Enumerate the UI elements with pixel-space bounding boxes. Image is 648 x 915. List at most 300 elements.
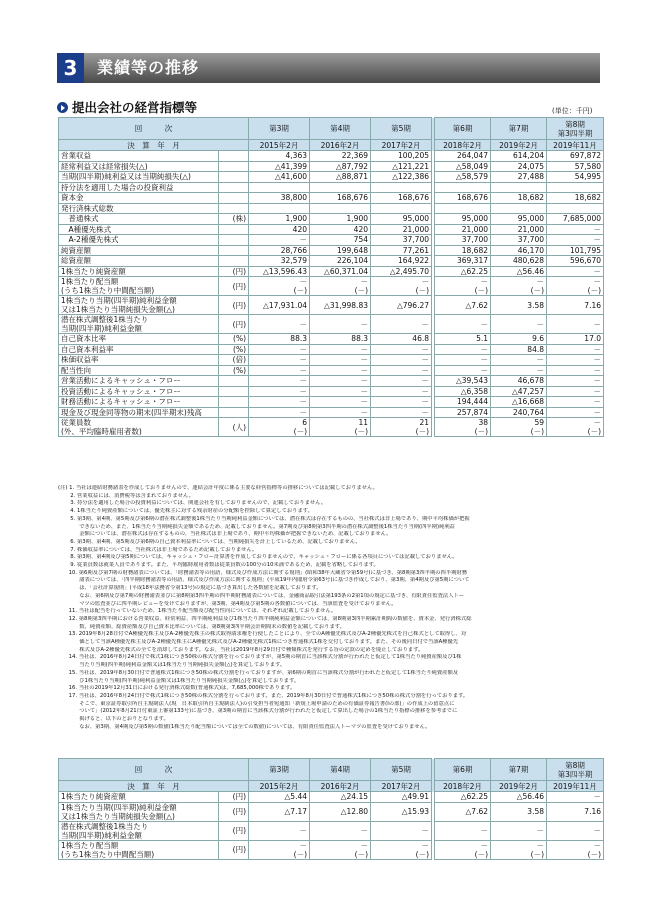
adjusted-value: △5.44 — [249, 792, 310, 803]
footnote-line: 16. 当社の2019年12月31日における発行済株式総数(普通株式)は、7,685,000株であります。 — [58, 685, 296, 692]
indicator-value: － — [310, 365, 371, 376]
adjusted-label: 1株当たり純資産額 — [59, 792, 219, 803]
indicator-value: 257,874 — [435, 407, 491, 418]
footnote-line: 17. 当社は、2016年8月24日付で株式1株につき50株の株式分割を行っております。また、2019年8月30日付で普通株式1株につき50株の株式分割を行っております。 — [58, 692, 469, 699]
adjusted-value: △62.25 — [435, 792, 491, 803]
indicator-value: △7.62 — [435, 296, 491, 315]
indicator-label: 財務活動によるキャッシュ・フロー — [59, 397, 219, 408]
indicator-value: － — [547, 365, 604, 376]
table-row — [59, 266, 604, 277]
indicator-value: － — [547, 344, 604, 355]
indicator-label: 資本金 — [59, 193, 219, 204]
column-header: 第4期 — [310, 118, 371, 140]
indicator-label: 投資活動によるキャッシュ・フロー — [59, 386, 219, 397]
indicator-value — [249, 182, 310, 193]
indicator-value: △56.46 — [491, 266, 547, 277]
indicator-value: － — [310, 397, 371, 408]
adjusted-label: 潜在株式調整後1株当たり 当期(四半期)純利益金額 — [59, 821, 219, 840]
adjusted-unit: (円) — [219, 821, 249, 840]
table-row — [59, 821, 604, 840]
indicator-label: 発行済株式総数 — [59, 203, 219, 214]
footnote-line: (注) 1. 当社は連結財務諸表を作成しておりませんので、連結会計年度に係る主要な経営指標等の推移については記載しておりません。 — [58, 485, 378, 491]
table-row — [59, 365, 604, 376]
table-row — [59, 355, 604, 366]
date-cell: 2015年2月 — [249, 140, 310, 151]
indicator-label: 従業員数 (外、平均臨時雇用者数) — [59, 418, 219, 437]
indicator-value: － — [249, 355, 310, 366]
indicator-value: 100,205 — [371, 151, 432, 162]
footnote-line: 6. 第3期、第4期、第5期及び第6期の自己資本利益率については、当期純損失を計上しているため、記載しておりません。 — [58, 538, 361, 545]
adjusted-value: － (－) — [249, 840, 310, 859]
indicator-value: △6,358 — [435, 386, 491, 397]
indicator-value — [491, 182, 547, 193]
period-header: 回 次 — [59, 118, 249, 140]
footnote-line: 3. 持分法を適用した場合の投資利益については、関連会社を有しておりませんので、記載しておりません。 — [58, 500, 327, 507]
indicator-value: － — [547, 235, 604, 246]
date-cell: 2016年2月 — [310, 781, 371, 792]
indicator-value: － — [249, 315, 310, 334]
column-header: 第6期 — [435, 118, 491, 140]
footnote-line: 掲げると、以下のとおりとなります。 — [58, 716, 169, 723]
indicator-unit: (%) — [219, 344, 249, 355]
indicator-value: 57,580 — [547, 161, 604, 172]
indicator-label: A種優先株式 — [59, 224, 219, 235]
indicator-value: 21,000 — [435, 224, 491, 235]
indicator-value: － (－) — [547, 418, 604, 437]
footnote-line: 7. 株価収益率については、当社株式は非上場であるため記載しておりません。 — [58, 546, 258, 553]
table-row — [59, 245, 604, 256]
indicator-value: － — [435, 365, 491, 376]
column-header: 第7期 — [491, 118, 547, 140]
adjusted-value: － — [371, 821, 432, 840]
table-row — [59, 802, 604, 821]
indicator-value: 46,170 — [491, 245, 547, 256]
adjusted-value: － — [435, 821, 491, 840]
indicator-value: － — [547, 355, 604, 366]
indicator-value — [435, 203, 491, 214]
unit-label: (単位：千円) — [552, 107, 593, 115]
footnote-line: なお、第6期及び第7期の財務諸表並びに第8期第3四半期の四半期財務諸表については、金融商品取引法第193条の2第1項の規定に基づき、有限責任監査法人トー — [58, 592, 465, 599]
indicator-value: － — [310, 344, 371, 355]
indicator-unit — [219, 224, 249, 235]
indicator-value: － — [249, 386, 310, 397]
indicator-value: △58,579 — [435, 172, 491, 183]
indicator-value: △121,221 — [371, 161, 432, 172]
indicator-value: △13,596.43 — [249, 266, 310, 277]
indicator-value: 3.58 — [491, 296, 547, 315]
indicator-value — [249, 203, 310, 214]
adjusted-value: △49.91 — [371, 792, 432, 803]
adjusted-value: － (－) — [491, 840, 547, 859]
adjusted-value: － (－) — [371, 840, 432, 859]
indicator-value: 101,795 — [547, 245, 604, 256]
financial-indicators-table — [58, 117, 604, 437]
date-cell: 2019年11月 — [547, 781, 604, 792]
indicator-value: 37,700 — [371, 235, 432, 246]
indicator-value: － — [249, 397, 310, 408]
table-row — [59, 315, 604, 334]
footnote-line: 13. 2019年8月28日付でA種優先株主及びA-2種優先株主の株式取得請求権を行使したことにより、全てのA種優先株式及びA-2種優先株式を自己株式として取得し、対 — [58, 631, 467, 638]
indicator-value: － (－) — [371, 277, 432, 296]
indicator-value: 168,676 — [371, 193, 432, 204]
indicator-value: 7.16 — [547, 296, 604, 315]
indicator-value: － (－) — [491, 277, 547, 296]
indicator-label: 持分法を適用した場合の投資利益 — [59, 182, 219, 193]
footnote-line: 金額については、潜在株式は存在するものの、当社株式は非上場であり、期中平均株価が把握できないため、記載しておりません。 — [58, 531, 392, 538]
indicator-unit: (円) — [219, 277, 249, 296]
indicator-value: 168,676 — [435, 193, 491, 204]
table-row — [59, 397, 604, 408]
footnote-line: 価として当該A種優先株主及びA-2種優先株主にA種優先株式及びA-2種優先株式1株につき普通株式1株を交付しております。また、その後同日付で当該A種優先 — [58, 639, 459, 646]
adjusted-value: － (－) — [547, 840, 604, 859]
indicator-label: 営業活動によるキャッシュ・フロー — [59, 376, 219, 387]
adjusted-value: △7.62 — [435, 802, 491, 821]
adjusted-value: － (－) — [435, 840, 491, 859]
column-header: 第7期 — [491, 759, 547, 781]
indicator-value: 369,317 — [435, 256, 491, 267]
indicator-value: － — [249, 235, 310, 246]
indicator-value: － — [310, 355, 371, 366]
footnote-line: 10. 第6期及び第7期の財務諸表については、「財務諸表等の用語、様式及び作成方法に関する規則」(昭和38年大蔵省令第59号)に基づき、第8期第3四半期の四半期財務 — [58, 569, 468, 576]
adjusted-value: － — [547, 821, 604, 840]
indicator-value: 18,682 — [547, 193, 604, 204]
indicator-value: 4,363 — [249, 151, 310, 162]
footnote-line: 5. 第3期、第4期、第5期及び第6期の潜在株式調整後1株当たり当期純利益金額については、潜在株式は存在するものの、当社株式は非上場であり、期中平均株価が把握 — [58, 515, 470, 522]
adjusted-label: 1株当たり当期(四半期)純利益金額 又は1株当たり当期純損失金額(△) — [59, 802, 219, 821]
date-cell: 2016年2月 — [310, 140, 371, 151]
indicator-value — [371, 182, 432, 193]
indicator-label: 現金及び現金同等物の期末(四半期末)残高 — [59, 407, 219, 418]
indicator-value: － (－) — [547, 277, 604, 296]
date-cell: 2018年2月 — [435, 781, 491, 792]
indicator-value: △41,399 — [249, 161, 310, 172]
indicator-value: △2,495.70 — [371, 266, 432, 277]
indicator-value — [547, 182, 604, 193]
indicator-value — [435, 182, 491, 193]
table-row — [59, 296, 604, 315]
date-cell: 2018年2月 — [435, 140, 491, 151]
indicator-value: － — [435, 315, 491, 334]
column-header: 第5期 — [371, 759, 432, 781]
indicator-unit — [219, 161, 249, 172]
indicator-value: － — [371, 355, 432, 366]
indicator-value: 1,900 — [249, 214, 310, 225]
indicator-value: 95,000 — [435, 214, 491, 225]
subsection-title — [57, 98, 197, 116]
indicator-value: △39,543 — [435, 376, 491, 387]
column-header: 第4期 — [310, 759, 371, 781]
footnote-line: できないため、また、1株当たり当期純損失金額であるため、記載しておりません。第7期及び第8期第3四半期の潜在株式調整後1株当たり当期(四半期)純利益 — [58, 523, 455, 530]
indicator-value: △87,792 — [310, 161, 371, 172]
indicator-value: 18,682 — [435, 245, 491, 256]
indicator-value: － — [491, 355, 547, 366]
adjusted-value: － — [491, 821, 547, 840]
indicator-value — [310, 203, 371, 214]
indicator-value: 1,900 — [310, 214, 371, 225]
indicator-unit: (円) — [219, 315, 249, 334]
indicator-value: 18,682 — [491, 193, 547, 204]
column-header: 第8期 第3四半期 — [547, 759, 604, 781]
indicator-value: 264,047 — [435, 151, 491, 162]
indicator-label: 営業収益 — [59, 151, 219, 162]
indicator-value: 7,685,000 — [547, 214, 604, 225]
indicator-unit: (%) — [219, 334, 249, 345]
indicator-value: 22,369 — [310, 151, 371, 162]
footnote-line: は、「会社計算規則」(平成18年法務省令第13号)の規定に基づき算出した各数値を記載しております。 — [58, 585, 322, 592]
indicator-value: 59 (－) — [491, 418, 547, 437]
indicator-value: － — [249, 407, 310, 418]
indicator-value: △60,371.04 — [310, 266, 371, 277]
adjusted-value: △12.80 — [310, 802, 371, 821]
indicator-value: 11 (－) — [310, 418, 371, 437]
indicator-value: － — [249, 365, 310, 376]
subsection-title-text: 提出会社の経営指標等 — [72, 100, 198, 115]
indicator-value: 754 — [310, 235, 371, 246]
footnote-line: び1株当たり当期(四半期)純利益金額又は1株当たり当期純損失金額(△)を算定しております。 — [58, 677, 300, 684]
indicator-unit — [219, 256, 249, 267]
indicator-unit — [219, 397, 249, 408]
table-row — [59, 235, 604, 246]
indicator-value: 28,766 — [249, 245, 310, 256]
indicator-value: 46,678 — [491, 376, 547, 387]
table-row — [59, 224, 604, 235]
indicator-value: 32,579 — [249, 256, 310, 267]
indicator-value: 5.1 — [435, 334, 491, 345]
indicator-value: 420 — [249, 224, 310, 235]
footnote-line: 15. 当社は、2019年8月30日付で普通株式1株につき50株の株式分割を行っておりますが、第6期の期首に当該株式分割が行われたと仮定して1株当たり純資産額及 — [58, 669, 459, 676]
date-cell: 2019年2月 — [491, 781, 547, 792]
indicator-unit — [219, 407, 249, 418]
adjusted-label: 1株当たり配当額 (うち1株当たり中間配当額) — [59, 840, 219, 859]
table-row — [59, 214, 604, 225]
date-cell: 2017年2月 — [371, 781, 432, 792]
indicator-value: △122,386 — [371, 172, 432, 183]
indicator-value: 95,000 — [491, 214, 547, 225]
indicator-value: － — [371, 386, 432, 397]
table-row — [59, 418, 604, 437]
indicator-value: － — [249, 344, 310, 355]
adjusted-value: － — [310, 821, 371, 840]
column-header: 第8期 第3四半期 — [547, 118, 604, 140]
indicator-value: 6 (－) — [249, 418, 310, 437]
date-cell: 2015年2月 — [249, 781, 310, 792]
indicator-value: 697,872 — [547, 151, 604, 162]
indicator-value: － — [371, 397, 432, 408]
indicator-value: 95,000 — [371, 214, 432, 225]
indicator-unit: (%) — [219, 365, 249, 376]
indicator-value: － — [371, 407, 432, 418]
table-row — [59, 203, 604, 214]
indicator-label: 1株当たり純資産額 — [59, 266, 219, 277]
adjusted-value: － (－) — [310, 840, 371, 859]
date-cell: 2019年2月 — [491, 140, 547, 151]
indicator-value: － — [547, 224, 604, 235]
footnote-line: 2. 営業収益には、消費税等は含まれておりません。 — [58, 492, 194, 499]
indicator-value: △88,871 — [310, 172, 371, 183]
adjusted-per-share-table — [58, 758, 604, 860]
indicator-label: 株価収益率 — [59, 355, 219, 366]
indicator-value: 46.8 — [371, 334, 432, 345]
indicator-unit — [219, 235, 249, 246]
adjusted-value: △15.93 — [371, 802, 432, 821]
table-row — [59, 151, 604, 162]
indicator-value: 420 — [310, 224, 371, 235]
indicator-value: △47,257 — [491, 386, 547, 397]
adjusted-value: △24.15 — [310, 792, 371, 803]
footnote-line: 株式及びA-2種優先株式の全てを消却しております。なお、当社は2019年8月29日付で種類株式を発行する旨の定款の定めを廃止しております。 — [58, 646, 424, 653]
table-row — [59, 256, 604, 267]
indicator-value: 84.8 — [491, 344, 547, 355]
indicator-unit — [219, 203, 249, 214]
table-row — [59, 161, 604, 172]
indicator-value: － — [435, 355, 491, 366]
indicator-unit — [219, 151, 249, 162]
table-row — [59, 376, 604, 387]
indicator-value: － — [310, 315, 371, 334]
adjusted-value: △7.17 — [249, 802, 310, 821]
adjusted-unit: (円) — [219, 840, 249, 859]
indicator-value: － — [547, 386, 604, 397]
indicator-label: 1株当たり配当額 (うち1株当たり中間配当額) — [59, 277, 219, 296]
indicator-value: － — [249, 376, 310, 387]
indicator-value: － — [371, 315, 432, 334]
table-row — [59, 193, 604, 204]
indicator-value: 24,075 — [491, 161, 547, 172]
indicator-value: － — [371, 365, 432, 376]
table-row — [59, 407, 604, 418]
date-header: 決 算 年 月 — [59, 781, 249, 792]
indicator-label: 潜在株式調整後1株当たり 当期(四半期)純利益金額 — [59, 315, 219, 334]
indicator-unit: (株) — [219, 214, 249, 225]
indicator-value: － — [547, 266, 604, 277]
indicator-value: － — [547, 315, 604, 334]
indicator-value: 168,676 — [310, 193, 371, 204]
indicator-value: 88.3 — [249, 334, 310, 345]
indicator-value: △16,668 — [491, 397, 547, 408]
indicator-unit — [219, 193, 249, 204]
indicator-value: △31,998.83 — [310, 296, 371, 315]
indicator-value: － — [435, 344, 491, 355]
indicator-value: 21 (－) — [371, 418, 432, 437]
adjusted-value: 3.58 — [491, 802, 547, 821]
footnotes — [58, 485, 603, 732]
indicator-label: 経常利益又は経常損失(△) — [59, 161, 219, 172]
indicator-value: － — [547, 376, 604, 387]
indicator-value: － — [491, 365, 547, 376]
footnote-line: 11. 当社は配当を行っていないため、1株当たり配当額及び配当性向については、それぞれ記載しておりません。 — [58, 608, 337, 615]
play-circle-icon — [57, 102, 68, 113]
table-row — [59, 277, 604, 296]
section-number: 3 — [57, 53, 84, 83]
adjusted-value: △56.46 — [491, 792, 547, 803]
indicator-value: 37,700 — [491, 235, 547, 246]
table-row — [59, 840, 604, 859]
table-row — [59, 792, 604, 803]
indicator-unit — [219, 386, 249, 397]
indicator-unit — [219, 376, 249, 387]
indicator-value: 77,261 — [371, 245, 432, 256]
indicator-value: △796.27 — [371, 296, 432, 315]
footnote-line: 数、純資産額、総資産額及び自己資本比率については、第8期第3四半期会計期間末の数値を記載しております。 — [58, 623, 345, 630]
indicator-label: 当期(四半期)純利益又は当期純損失(△) — [59, 172, 219, 183]
indicator-value: － — [310, 407, 371, 418]
column-header: 第3期 — [249, 759, 310, 781]
indicator-value: 614,204 — [491, 151, 547, 162]
adjusted-value: － — [249, 821, 310, 840]
indicator-unit: (円) — [219, 266, 249, 277]
indicator-unit — [219, 172, 249, 183]
indicator-value: － (－) — [435, 277, 491, 296]
indicator-value: － (－) — [310, 277, 371, 296]
indicator-value: 226,104 — [310, 256, 371, 267]
column-header: 第3期 — [249, 118, 310, 140]
indicator-value: 199,648 — [310, 245, 371, 256]
table-row — [59, 172, 604, 183]
indicator-unit: (円) — [219, 296, 249, 315]
date-header: 決 算 年 月 — [59, 140, 249, 151]
indicator-value: 21,000 — [491, 224, 547, 235]
indicator-value: 480,628 — [491, 256, 547, 267]
indicator-value: 37,700 — [435, 235, 491, 246]
adjusted-unit: (円) — [219, 792, 249, 803]
indicator-label: 総資産額 — [59, 256, 219, 267]
indicator-value: － — [310, 376, 371, 387]
section-header — [57, 53, 600, 83]
indicator-value: － — [371, 376, 432, 387]
indicator-value — [491, 203, 547, 214]
indicator-value: 38 (－) — [435, 418, 491, 437]
indicator-value: 9.6 — [491, 334, 547, 345]
adjusted-value: － — [547, 792, 604, 803]
indicator-unit — [219, 245, 249, 256]
footnote-line: そこで、東京証券取引所自主規制法人(現 日本取引所自主規制法人)の引受担当者宛通知「新規上場申請のための有価証券報告書(Ⅰの部)」の作成上の留意点に — [58, 700, 455, 707]
adjusted-unit: (円) — [219, 802, 249, 821]
indicator-unit: (人) — [219, 418, 249, 437]
indicator-value: － — [371, 344, 432, 355]
indicator-value: 88.3 — [310, 334, 371, 345]
column-header: 第6期 — [435, 759, 491, 781]
column-header: 第5期 — [371, 118, 432, 140]
table-row — [59, 344, 604, 355]
indicator-value: － — [491, 315, 547, 334]
indicator-value — [371, 203, 432, 214]
indicator-value: △41,600 — [249, 172, 310, 183]
indicator-value: 54,995 — [547, 172, 604, 183]
section-title: 業績等の推移 — [97, 58, 200, 77]
date-cell: 2017年2月 — [371, 140, 432, 151]
table-row — [59, 182, 604, 193]
indicator-label: 純資産額 — [59, 245, 219, 256]
indicator-value: － — [310, 386, 371, 397]
indicator-value: △62.25 — [435, 266, 491, 277]
indicator-value: 27,488 — [491, 172, 547, 183]
indicator-unit: (倍) — [219, 355, 249, 366]
footnote-line: 当たり当期(四半期)純利益金額又は1株当たり当期純損失金額(△)を算定しております。 — [58, 662, 286, 669]
indicator-value — [547, 203, 604, 214]
indicator-label: 普通株式 — [59, 214, 219, 225]
footnote-line: 9. 従業員数は就業人員であります。また、平均臨時雇用者数は従業員数の100分の10未満であるため、記載を省略しております。 — [58, 562, 379, 569]
indicator-value — [310, 182, 371, 193]
footnote-line: 14. 当社は、2016年8月24日付で株式1株につき50株の株式分割を行っておりますが、第5期の期首に当該株式分割が行われたと仮定して1株当たり純資産額及び1株 — [58, 654, 462, 661]
footnote-line: 諸表については、「四半期財務諸表等の用語、様式及び作成方法に関する規則」(平成19年内閣府令第63号)に基づき作成しており、第3期、第4期及び第5期について — [58, 577, 470, 584]
adjusted-value: 7.16 — [547, 802, 604, 821]
indicator-value: 38,800 — [249, 193, 310, 204]
footnote-line: マツの監査並びに四半期レビューを受けておりますが、第3期、第4期及び第5期の各数値については、当該監査を受けておりません。 — [58, 600, 397, 607]
footnote-line: 4. 1株当たり純資産額については、優先株主に対する残余財産の分配額を控除して算定しております。 — [58, 508, 313, 515]
indicator-value: 240,764 — [491, 407, 547, 418]
footnote-line: ついて」(2012年8月21日付東証上審第133号)に基づき、第3期の期首に当該株式分割が行われたと仮定して算出した場合の1株当たり指標の推移を参考までに — [58, 708, 458, 715]
period-header: 回 次 — [59, 759, 249, 781]
